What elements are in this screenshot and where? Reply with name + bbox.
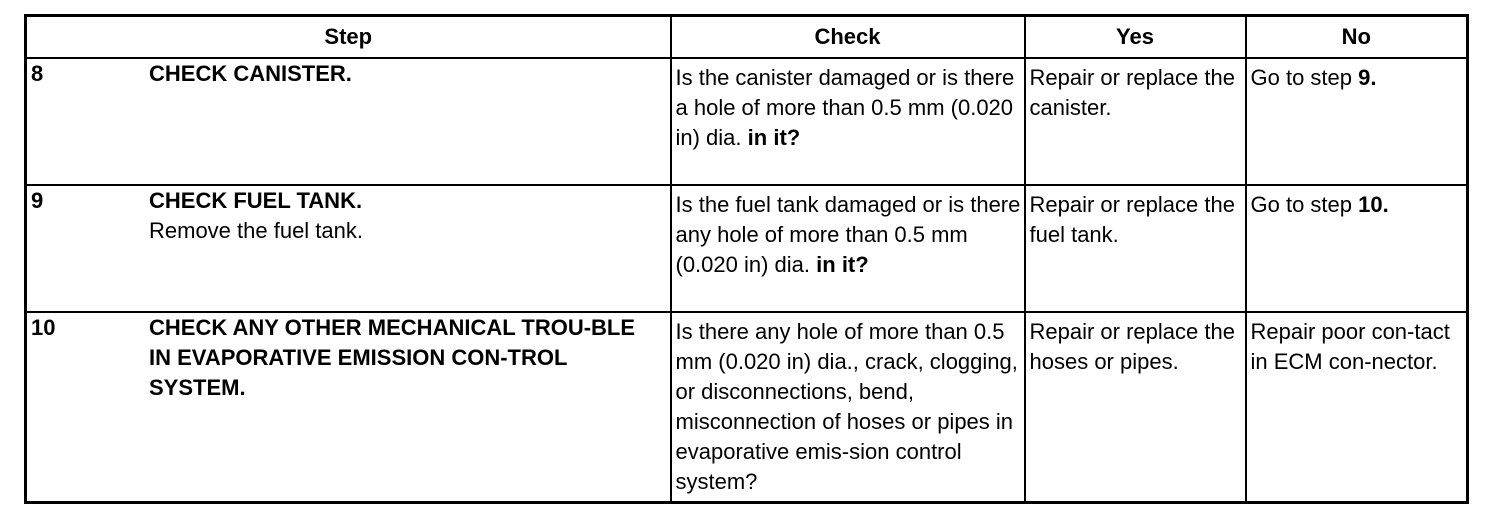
check-emphasis: in it? — [747, 125, 801, 150]
yes-cell — [1025, 185, 1246, 312]
step-number: 9 — [31, 188, 44, 213]
no-cell — [1246, 312, 1468, 502]
yes-text: Repair or replace the fuel tank. — [1029, 192, 1235, 247]
step-text — [149, 313, 649, 403]
step-title: CHECK CANISTER. — [149, 61, 352, 86]
step-number: 10 — [31, 315, 56, 340]
step-note: Remove the fuel tank. — [149, 218, 364, 243]
check-text: Is the canister damaged or is there a hole of more than 0.5 mm (0.020 in) dia. — [675, 65, 1015, 150]
yes-cell — [1025, 312, 1246, 502]
check-text: Is the fuel tank damaged or is there any hole of more than 0.5 mm (0.020 in) dia. — [675, 192, 1021, 277]
header-check: Check — [671, 16, 1025, 59]
step-cell — [26, 58, 671, 185]
no-cell — [1246, 58, 1468, 185]
no-step-ref: 9. — [1358, 65, 1377, 90]
check-cell — [671, 312, 1025, 502]
step-title: CHECK ANY OTHER MECHANICAL TROU-BLE IN EVAPORATIVE EMISSION CON-TROL SYSTEM. — [149, 315, 636, 400]
table-row — [26, 312, 1468, 502]
no-cell — [1246, 185, 1468, 312]
no-text: Repair poor con-tact in ECM con-nector. — [1250, 319, 1450, 374]
table-row — [26, 185, 1468, 312]
check-emphasis: in it? — [816, 252, 869, 277]
step-number: 8 — [31, 61, 44, 86]
yes-cell — [1025, 58, 1246, 185]
table-row — [26, 58, 1468, 185]
step-cell — [26, 185, 671, 312]
check-cell — [671, 185, 1025, 312]
diagnostic-table — [24, 14, 1469, 504]
step-text — [149, 59, 649, 89]
header-row — [26, 16, 1468, 59]
no-text: Go to step — [1250, 65, 1353, 90]
step-title: CHECK FUEL TANK. — [149, 188, 363, 213]
header-yes: Yes — [1025, 16, 1246, 59]
step-cell — [26, 312, 671, 502]
step-text — [149, 186, 649, 246]
yes-text: Repair or replace the hoses or pipes. — [1029, 319, 1235, 374]
no-step-ref: 10. — [1358, 192, 1389, 217]
check-cell — [671, 58, 1025, 185]
check-text: Is there any hole of more than 0.5 mm (0.020 in) dia., crack, clogging, or disconnections, bend, misconnection of hoses or pipes in evaporative emis-sion control system? — [675, 319, 1018, 494]
yes-text: Repair or replace the canister. — [1029, 65, 1235, 120]
header-step: Step — [26, 16, 671, 59]
header-no: No — [1246, 16, 1468, 59]
no-text: Go to step — [1250, 192, 1353, 217]
